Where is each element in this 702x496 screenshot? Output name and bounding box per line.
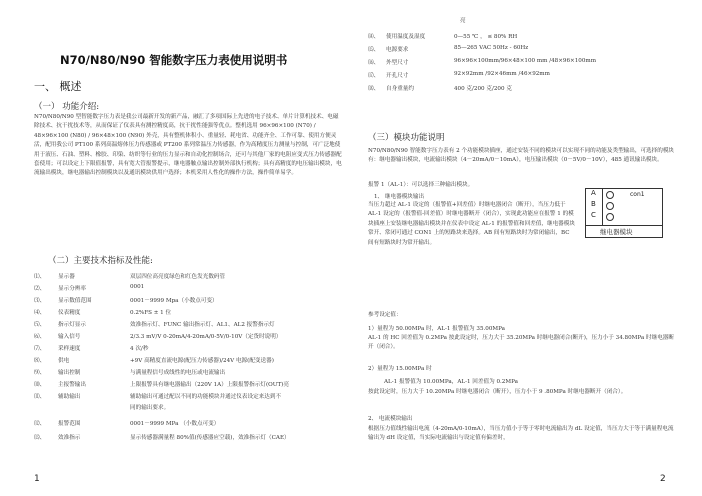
spec-row: ⑻、 供电 +9V 高精度直流电源(配压力传感器)/24V 电源(配变送器): [34, 358, 274, 364]
spec-row: ⑷、 仪表精度 0.2%FS ± 1 位: [34, 310, 172, 316]
spec-row: ⒂、 电源要求 85—265 VAC 50Hz - 60Hz: [368, 45, 529, 53]
document-title: N70/N80/N90 智能数字压力表使用说明书: [60, 53, 288, 67]
pin-circle-icon: [606, 191, 614, 199]
pin-label-a: A: [591, 189, 596, 197]
spec-row: ⑽、 主报警输出 上限报警具有继电器输出（220V 1A）上限报警指示灯(OUT)亮: [34, 382, 289, 388]
pin-label-c: C: [591, 211, 596, 219]
spec-row: ⑺、 采样速度 4 次/秒: [34, 346, 149, 352]
divider-line: [602, 189, 603, 225]
pin-circle-icon: [606, 213, 614, 221]
example-2-values: AL-1 报警值为 10.00MPa，AL-1 回差值为 0.2MPa: [384, 379, 518, 385]
section-heading-overview: 一、 概述: [34, 80, 82, 93]
item-relay-heading: 1、 继电器模块输出: [374, 194, 425, 200]
spec-row: ⒃、 外型尺寸 96×96×100mm/96×48×100 mm /48×96×100mm: [368, 58, 597, 66]
subheading-modules: （三）模块功能说明: [368, 133, 445, 143]
item-current-heading: 2、 电流模块输出: [368, 416, 413, 422]
intro-paragraph: N70/N80/N90 型智能数字压力表是我公司最新开发的新产品，融汇了多项国际上先进的电子技术、单片计算机技术、电磁除技术、抗干扰技术等，从而保证了仪表具有测控精度高，抗干扰性能强等优点。整机选用 96×96×100 (N70) / 48×96×100 (N80) / 96×48×100 (N90) 外壳，具有整机体积小、重量轻、耗电省、功能齐全、工作可靠、使用方便灵活，配用我公司 PT100 系列高温熔体压力传感器或 PT200 系列常温压力传感器，作为高精度压力测量与控制，可广泛地使用于液压、石油、塑料、橡胶、印染、纺织等行业的压力显示和自动化控制场合，还可与其他厂家的电阻应变式压力传感器配套使用；可以设定上下限值报警，具有宽大管报警提示，继电器触点输出控制外部执行机构；具有高精度的电压输出模块，电流输出模块，继电器输出控制模块以及通讯模块供用户选择；本机采用人性化的操作方法，操作简单易学。: [34, 114, 342, 177]
example-1: 1）量程为 50.00MPa 时，AL-1 报警值为 35.00MPa: [368, 326, 505, 332]
spec-list-continued: [368, 32, 678, 102]
pin-circle-icon: [606, 202, 614, 210]
spec-row: ⒅、 自身重量约 400 克/200 克/200 克: [368, 86, 512, 92]
example-1-detail: AL-1 的 HC 回差值为 0.2MPa 按此设定时，压力大于 35.20MPa 时继电器闭合(断开)，压力小于 34.80MPa 时继电器断开（闭合）。: [368, 335, 674, 351]
example-2: 2）量程为 15.00MPa 时: [368, 366, 432, 372]
spec-row: 同的输出要求。: [130, 405, 170, 411]
current-paragraph: 根据压力值线性输出电流（4-20mA/0-10mA），当压力值小于等于零时电流输出为 dL 设定值，当压力大于等于满量程电流输出为 dH 设定值，当实际电流输出与设定值有偏差时，: [368, 426, 674, 442]
spec-row: ⑵、 显示分辨率 0001: [34, 284, 145, 292]
divider-line: [586, 225, 662, 226]
spec-row: ⑼、 输出控制 与满量程信号成线性的电压或电流输出: [34, 370, 226, 376]
example-2-detail: 按此设定时，压力大于 10.20MPa 时继电器闭合（断开），压力小于 9 .80MPa 时继电器断开（闭合）。: [368, 389, 627, 395]
alarm1-line: 报警 1（AL-1）：可以选择三种输出模块。: [368, 182, 474, 188]
page-number-left: 1: [34, 474, 40, 484]
module-caption: 继电器模块: [600, 228, 633, 236]
spec-row: ⑾、 辅助输出 辅助输出可通过配以不同的功能模块并通过仪表设定来达到不: [34, 394, 282, 400]
spec-row: ⒀、 效准指示 显示传感器满量程 80%值(传感器应空载)，效准指示灯（CAE）: [34, 435, 290, 441]
continued-text: 亮: [460, 18, 466, 24]
pin-label-b: B: [591, 200, 596, 208]
subheading-function: （一） 功能介绍:: [34, 102, 100, 112]
modules-paragraph: N70/N80/N90 智能数字压力表有 2 个功能模块插座，通过安装不同的模块可以实现不同的功能及类型输出，可选择的模块有：继电器输出模块，电流输出模块（4－20mA/0－10mA），电压输出模块（0－5V/0－10V），485 通讯输出模块。: [368, 148, 675, 164]
example-heading: 参考设定值：: [368, 312, 402, 318]
connector-label: con1: [630, 191, 645, 198]
spec-row: ⑶、 显示数值范围 0001－9999 Mpa（小数点可变）: [34, 298, 218, 304]
spec-row: ⑿、 报警范围 0001－9999 MPa （小数点可变）: [34, 421, 220, 427]
subheading-specs: （二）主要技术指标及性能:: [48, 256, 153, 266]
spec-list: [34, 272, 346, 472]
spec-row: ⑴、 显示器 双层四位高亮度绿色和红色发光数码管: [34, 274, 226, 280]
relay-paragraph-a: 当压力超过 AL-1 设定的（报警值+回差值）时继电器闭合（断开），当压力低于 AL-1 设定的（报警值-回差值）时继电器断开（闭合），实现此功能应在报警 1 的模块插座上安装继电器输出模块并在仪表中设定 AL-1 的报警值和回差值，继电器模块常开、常闭可通过 CON1 上的短路块来选择。AB 间有短路块时为常闭输出，BC 间有短路块时为常开输出。: [368, 202, 575, 246]
relay-module-diagram: [585, 188, 663, 238]
spec-row: ⑹、 输入信号 2/3.3 mV/V 0-20mA/4-20mA/0-5V/0-10V（定货时说明）: [34, 334, 282, 340]
page-number-right: 2: [660, 474, 666, 484]
spec-row: ⑸、 指示灯显示 效准指示灯、FUNC 输出指示灯、AL1、AL2 报警指示灯: [34, 322, 275, 328]
spec-row: ⒁、 使用温度及湿度 0—55 ℃ ， ≤ 80% RH: [368, 34, 518, 40]
spec-row: ⒄、 开孔尺寸 92×92mm /92×46mm /46×92mm: [368, 71, 550, 79]
